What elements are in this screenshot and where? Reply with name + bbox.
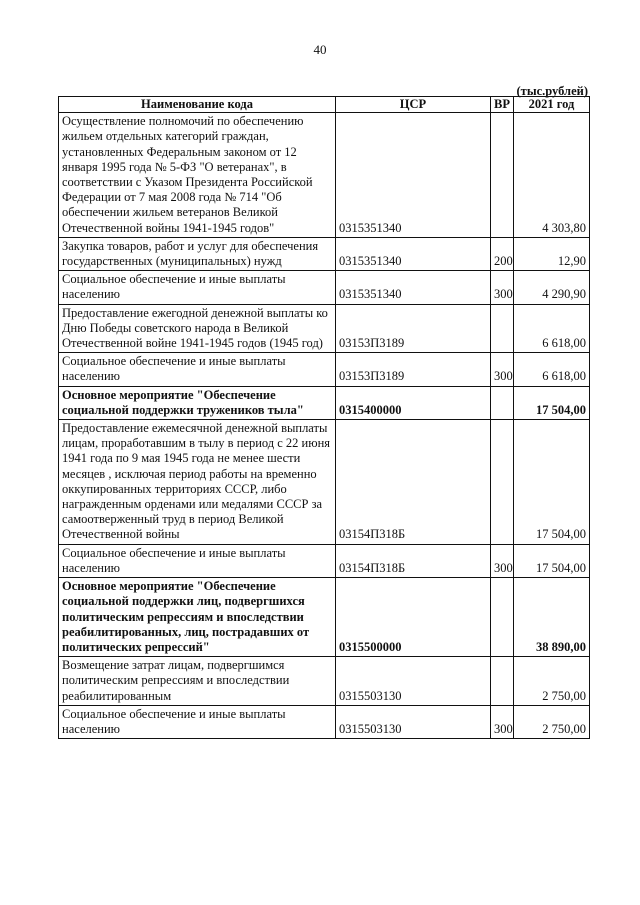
row-name: Возмещение затрат лицам, подвергшимся политическим репрессиям и впоследствии реабилитированным (59, 657, 336, 706)
row-amount: 17 504,00 (514, 420, 590, 545)
row-amount: 4 303,80 (514, 113, 590, 238)
row-name: Предоставление ежемесячной денежной выплаты лицам, проработавшим в тылу в период с 22 июня 1941 года по 9 мая 1945 года не менее шести месяцев , исключая период работы на временно оккупированных территориях СССР, либо награжденным орденами или медалями СССР за самоотверженный труд в период Великой Отечественной войны (59, 420, 336, 545)
budget-table (58, 96, 590, 739)
table-row-section (59, 386, 590, 419)
row-amount: 2 750,00 (514, 705, 590, 738)
row-amount: 17 504,00 (514, 544, 590, 577)
table-row (59, 353, 590, 386)
row-name: Социальное обеспечение и иные выплаты населению (59, 544, 336, 577)
header-year: 2021 год (514, 97, 590, 113)
row-name: Социальное обеспечение и иные выплаты населению (59, 353, 336, 386)
header-csr: ЦСР (336, 97, 491, 113)
table-row (59, 420, 590, 545)
row-name: Осуществление полномочий по обеспечению жильем отдельных категорий граждан, установленных Федеральным законом от 12 января 1995 года № 5-ФЗ "О ветеранах", в соответствии с Указом Президента Российской Федерации от 7 мая 2008 года № 714 "Об обеспечении жильем ветеранов Великой Отечественной войны 1941-1945 годов" (59, 113, 336, 238)
table-row (59, 304, 590, 353)
row-amount: 4 290,90 (514, 271, 590, 304)
table-row (59, 113, 590, 238)
table-row (59, 657, 590, 706)
page-number: 40 (313, 42, 327, 57)
row-csr: 0315351340 (336, 271, 491, 304)
table-row-section (59, 578, 590, 657)
row-amount: 2 750,00 (514, 657, 590, 706)
row-csr: 03153П3189 (336, 353, 491, 386)
row-vr: 300 (491, 271, 514, 304)
row-vr: 300 (491, 705, 514, 738)
table-header-row (59, 97, 590, 113)
row-vr (491, 386, 514, 419)
row-amount: 6 618,00 (514, 353, 590, 386)
row-name: Социальное обеспечение и иные выплаты населению (59, 271, 336, 304)
row-amount: 38 890,00 (514, 578, 590, 657)
row-name: Предоставление ежегодной денежной выплаты ко Дню Победы советского народа в Великой Отечественной войне 1941-1945 годов (1945 год) (59, 304, 336, 353)
header-name: Наименование кода (59, 97, 336, 113)
table-row (59, 237, 590, 270)
table-row (59, 705, 590, 738)
row-name: Социальное обеспечение и иные выплаты населению (59, 705, 336, 738)
row-csr: 0315503130 (336, 705, 491, 738)
row-vr (491, 304, 514, 353)
row-csr: 0315400000 (336, 386, 491, 419)
row-vr: 300 (491, 353, 514, 386)
row-csr: 03154П318Б (336, 544, 491, 577)
row-csr: 03153П3189 (336, 304, 491, 353)
table-row (59, 271, 590, 304)
row-csr: 0315503130 (336, 657, 491, 706)
row-csr: 03154П318Б (336, 420, 491, 545)
units-label: (тыс.рублей) (516, 84, 588, 98)
row-vr: 300 (491, 544, 514, 577)
row-csr: 0315500000 (336, 578, 491, 657)
row-vr: 200 (491, 237, 514, 270)
row-csr: 0315351340 (336, 237, 491, 270)
row-name: Закупка товаров, работ и услуг для обеспечения государственных (муниципальных) нужд (59, 237, 336, 270)
row-vr (491, 578, 514, 657)
row-name: Основное мероприятие "Обеспечение социальной поддержки тружеников тыла" (59, 386, 336, 419)
row-vr (491, 113, 514, 238)
header-vr: ВР (491, 97, 514, 113)
row-name: Основное мероприятие "Обеспечение социальной поддержки лиц, подвергшихся политическим репрессиям и впоследствии реабилитированных, лиц, пострадавших от политических репрессий" (59, 578, 336, 657)
row-csr: 0315351340 (336, 113, 491, 238)
row-vr (491, 420, 514, 545)
row-amount: 6 618,00 (514, 304, 590, 353)
row-amount: 12,90 (514, 237, 590, 270)
table-row (59, 544, 590, 577)
row-amount: 17 504,00 (514, 386, 590, 419)
row-vr (491, 657, 514, 706)
